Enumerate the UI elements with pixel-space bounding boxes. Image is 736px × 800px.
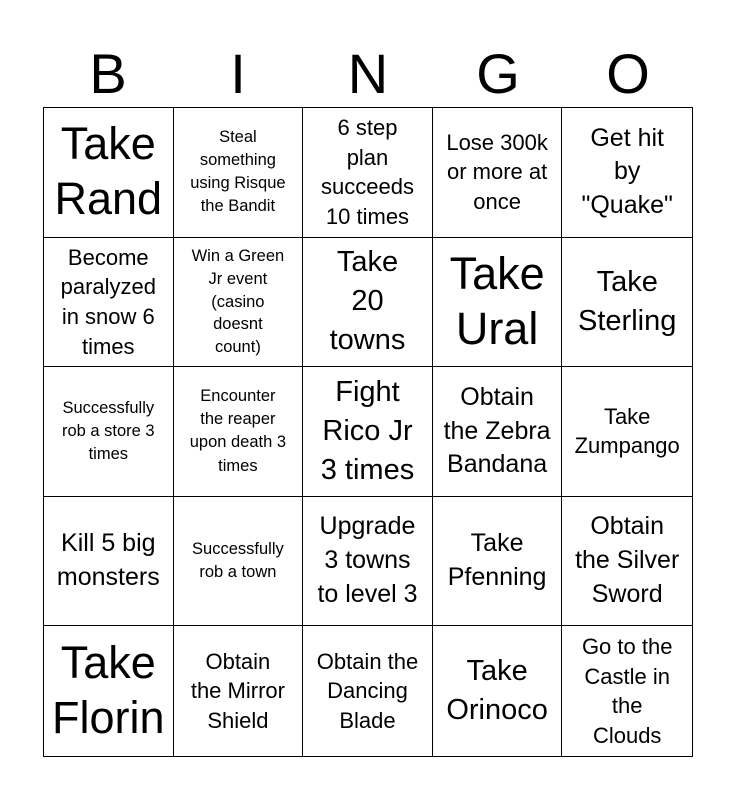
bingo-cell-r2c5[interactable]	[562, 238, 692, 368]
bingo-cell-r5c5[interactable]	[562, 626, 692, 756]
bingo-cell-r3c5[interactable]	[562, 367, 692, 497]
bingo-cell-r2c3[interactable]	[303, 238, 433, 368]
bingo-cell-r2c1[interactable]	[44, 238, 174, 368]
bingo-cell-r1c2[interactable]	[174, 108, 304, 238]
header-letter-i: I	[230, 42, 246, 105]
bingo-cell-text: Take 20 towns	[329, 246, 406, 357]
bingo-cell-r1c1[interactable]	[44, 108, 174, 238]
bingo-cell-r3c4[interactable]	[433, 367, 563, 497]
bingo-cell-text: Take Rand	[54, 118, 163, 225]
bingo-cell-text: Steal something using Risque the Bandit	[190, 128, 286, 216]
bingo-cell-r2c4[interactable]	[433, 238, 563, 368]
bingo-cell-r4c1[interactable]	[44, 497, 174, 627]
bingo-cell-r5c2[interactable]	[174, 626, 304, 756]
bingo-cell-text: 6 step plan succeeds 10 times	[321, 114, 414, 229]
bingo-cell-text: Take Pfenning	[447, 529, 547, 592]
bingo-cell-text: Kill 5 big monsters	[56, 529, 160, 592]
bingo-cell-text: Fight Rico Jr 3 times	[320, 375, 415, 487]
header-letter-o: O	[606, 42, 650, 105]
bingo-header	[43, 42, 693, 106]
bingo-cell-text: Obtain the Silver Sword	[575, 512, 680, 608]
bingo-cell-r3c3[interactable]	[303, 367, 433, 497]
header-letter-g: G	[476, 42, 520, 105]
bingo-cell-r4c2[interactable]	[174, 497, 304, 627]
bingo-cell-text: Lose 300k or more at once	[446, 129, 548, 215]
bingo-cell-text: Encounter the reaper upon death 3 times	[189, 387, 287, 475]
bingo-cell-text: Obtain the Zebra Bandana	[443, 382, 551, 479]
bingo-cell-r3c2[interactable]	[174, 367, 304, 497]
bingo-cell-r4c3[interactable]	[303, 497, 433, 627]
bingo-cell-text: Obtain the Mirror Shield	[190, 648, 285, 734]
bingo-cell-r5c3[interactable]	[303, 626, 433, 756]
header-letter-b: B	[89, 42, 127, 105]
bingo-cell-text: Take Sterling	[578, 265, 677, 337]
header-letter-n: N	[347, 42, 389, 105]
bingo-cell-text: Obtain the Dancing Blade	[316, 648, 419, 734]
bingo-cell-r5c4[interactable]	[433, 626, 563, 756]
bingo-cell-text: Successfully rob a store 3 times	[61, 398, 155, 464]
bingo-cell-r3c1[interactable]	[44, 367, 174, 497]
bingo-cell-text: Go to the Castle in the Clouds	[581, 633, 673, 748]
bingo-cell-r1c3[interactable]	[303, 108, 433, 238]
bingo-cell-text: Win a Green Jr event (casino doesnt count)	[191, 246, 285, 357]
bingo-cell-text: Take Zumpango	[574, 403, 680, 459]
bingo-cell-text: Take Ural	[449, 248, 545, 354]
bingo-cell-r5c1[interactable]	[44, 626, 174, 756]
bingo-cell-r1c4[interactable]	[433, 108, 563, 238]
bingo-cell-r1c5[interactable]	[562, 108, 692, 238]
bingo-cell-r4c4[interactable]	[433, 497, 563, 627]
bingo-board	[43, 107, 693, 757]
bingo-cell-text: Get hit by "Quake"	[581, 123, 673, 220]
bingo-cell-text: Take Florin	[52, 637, 165, 744]
bingo-cell-r4c5[interactable]	[562, 497, 692, 627]
bingo-cell-text: Become paralyzed in snow 6 times	[60, 244, 156, 359]
bingo-cell-text: Upgrade 3 towns to level 3	[317, 512, 418, 608]
bingo-cell-r2c2[interactable]	[174, 238, 304, 368]
bingo-cell-text: Successfully rob a town	[192, 540, 284, 582]
bingo-cell-text: Take Orinoco	[446, 655, 548, 727]
